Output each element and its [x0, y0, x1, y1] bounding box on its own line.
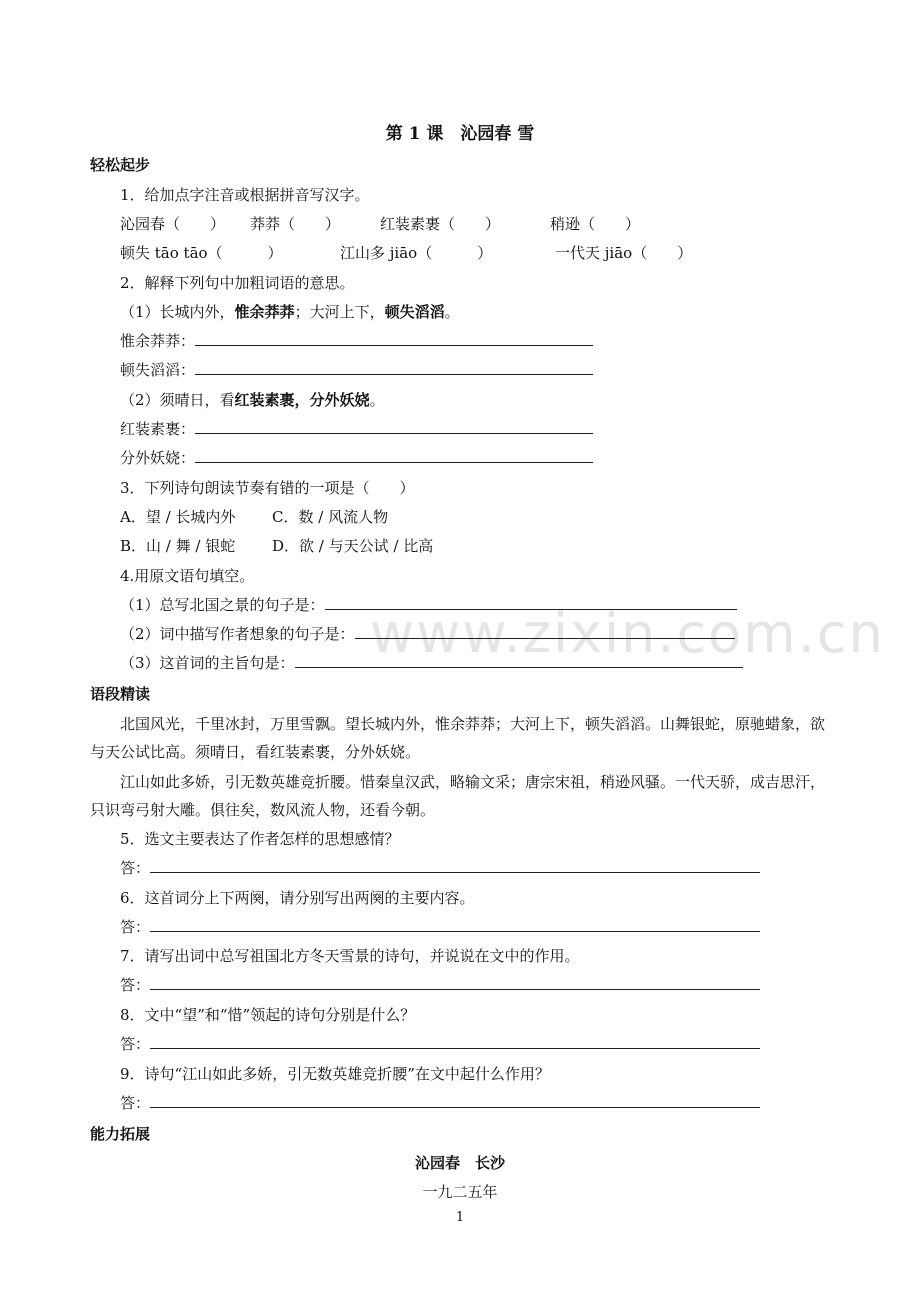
q1-item: 莽莽（ ） — [250, 215, 341, 233]
section-heading-easy-start: 轻松起步 — [90, 156, 151, 174]
q4-item — [120, 624, 735, 644]
question-5: 5．选文主要表达了作者怎样的思想感情？ — [120, 830, 400, 848]
page-number: 1 — [455, 1210, 465, 1225]
q2-answer-row — [120, 448, 593, 468]
q1-item: 红装素裹（ ） — [380, 215, 501, 233]
bold-term: 红装素裹，分外妖娆 — [234, 391, 370, 409]
q3-option-a: A．望 / 长城内外 — [120, 508, 236, 526]
text: 。 — [444, 303, 460, 321]
answer-row — [120, 1034, 760, 1054]
q3-option-d: D．欲 / 与天公试 / 比高 — [272, 537, 434, 555]
q1-item: 顿失 tāo tāo（ ） — [120, 244, 283, 262]
answer-label: 顿失滔滔： — [120, 361, 196, 379]
answer-line[interactable] — [150, 975, 760, 990]
text: ；大河上下， — [294, 303, 385, 321]
question-8: 8．文中“望”和“惜”领起的诗句分别是什么？ — [120, 1006, 416, 1024]
passage-paragraph: 北国风光，千里冰封，万里雪飘。望长城内外，惟余莽莽；大河上下，顿失滔滔。山舞银蛇，原驰蜡象，欲与天公试比高。须晴日，看红装素裹，分外妖娆。 — [90, 715, 826, 761]
q2-answer-row — [120, 360, 593, 380]
answer-row — [120, 858, 760, 878]
q1-prompt: 1．给加点字注音或根据拼音写汉字。 — [120, 186, 370, 204]
question-6: 6．这首词分上下两阕，请分别写出两阕的主要内容。 — [120, 889, 475, 907]
answer-line[interactable] — [355, 624, 735, 639]
answer-line[interactable] — [150, 1093, 760, 1108]
section-heading-extension: 能力拓展 — [90, 1125, 151, 1143]
answer-line[interactable] — [150, 917, 760, 932]
answer-line[interactable] — [150, 1034, 760, 1049]
bold-term: 惟余莽莽 — [234, 303, 295, 321]
text: 。 — [369, 391, 385, 409]
answer-line[interactable] — [195, 419, 593, 434]
answer-line[interactable] — [295, 653, 743, 668]
answer-line[interactable] — [195, 360, 593, 375]
answer-row — [120, 975, 760, 995]
question-9: 9．诗句“江山如此多娇，引无数英雄竞折腰”在文中起什么作用？ — [120, 1065, 550, 1083]
q4-item-label: （2）词中描写作者想象的句子是： — [120, 625, 355, 643]
section-heading-close-reading: 语段精读 — [90, 685, 151, 703]
answer-label: 红装素裹： — [120, 420, 196, 438]
answer-line[interactable] — [195, 331, 593, 346]
answer-row — [120, 1093, 760, 1113]
answer-label: 惟余莽莽： — [120, 332, 196, 350]
answer-label: 答： — [120, 976, 151, 994]
q4-item — [120, 595, 737, 615]
answer-line[interactable] — [150, 858, 760, 873]
q3-option-b: B．山 / 舞 / 银蛇 — [120, 537, 236, 555]
text: （1）长城内外， — [120, 303, 235, 321]
q4-item-label: （1）总写北国之景的句子是： — [120, 596, 325, 614]
passage-paragraph: 江山如此多娇，引无数英雄竞折腰。惜秦皇汉武，略输文采；唐宗宋祖，稍逊风骚。一代天骄，成吉思汗，只识弯弓射大雕。俱往矣，数风流人物，还看今朝。 — [90, 773, 826, 819]
watermark: www.zixin.com.cn — [370, 602, 885, 665]
answer-line[interactable] — [325, 595, 737, 610]
answer-label: 答： — [120, 859, 151, 877]
q1-item: 江山多 jiāo（ ） — [340, 244, 493, 262]
q2-prompt: 2．解释下列句中加粗词语的意思。 — [120, 274, 355, 292]
answer-row — [120, 917, 760, 937]
poem-date: 一九二五年 — [422, 1183, 498, 1201]
answer-label: 答： — [120, 1035, 151, 1053]
question-7: 7．请写出词中总写祖国北方冬天雪景的诗句，并说说在文中的作用。 — [120, 947, 580, 965]
q1-item: 一代天 jiāo（ ） — [555, 244, 693, 262]
q3-option-c: C．数 / 风流人物 — [272, 508, 389, 526]
q2-sentence-1 — [120, 302, 460, 322]
q3-prompt: 3．下列诗句朗读节奏有错的一项是（ ） — [120, 479, 415, 497]
q2-sentence-2 — [120, 390, 385, 410]
answer-label: 分外妖娆： — [120, 449, 196, 467]
q4-prompt: 4.用原文语句填空。 — [120, 567, 255, 585]
answer-line[interactable] — [195, 448, 593, 463]
bold-term: 顿失滔滔 — [384, 303, 445, 321]
page-title: 第 1 课 沁园春 雪 — [385, 124, 535, 144]
answer-label: 答： — [120, 1094, 151, 1112]
q4-item-label: （3）这首词的主旨句是： — [120, 654, 295, 672]
poem-title: 沁园春 长沙 — [414, 1154, 505, 1172]
q2-answer-row — [120, 331, 593, 351]
text: （2）须晴日，看 — [120, 391, 235, 409]
q4-item — [120, 653, 743, 673]
q1-item: 稍逊（ ） — [550, 215, 641, 233]
q2-answer-row — [120, 419, 593, 439]
answer-label: 答： — [120, 918, 151, 936]
q1-item: 沁园春（ ） — [120, 215, 226, 233]
